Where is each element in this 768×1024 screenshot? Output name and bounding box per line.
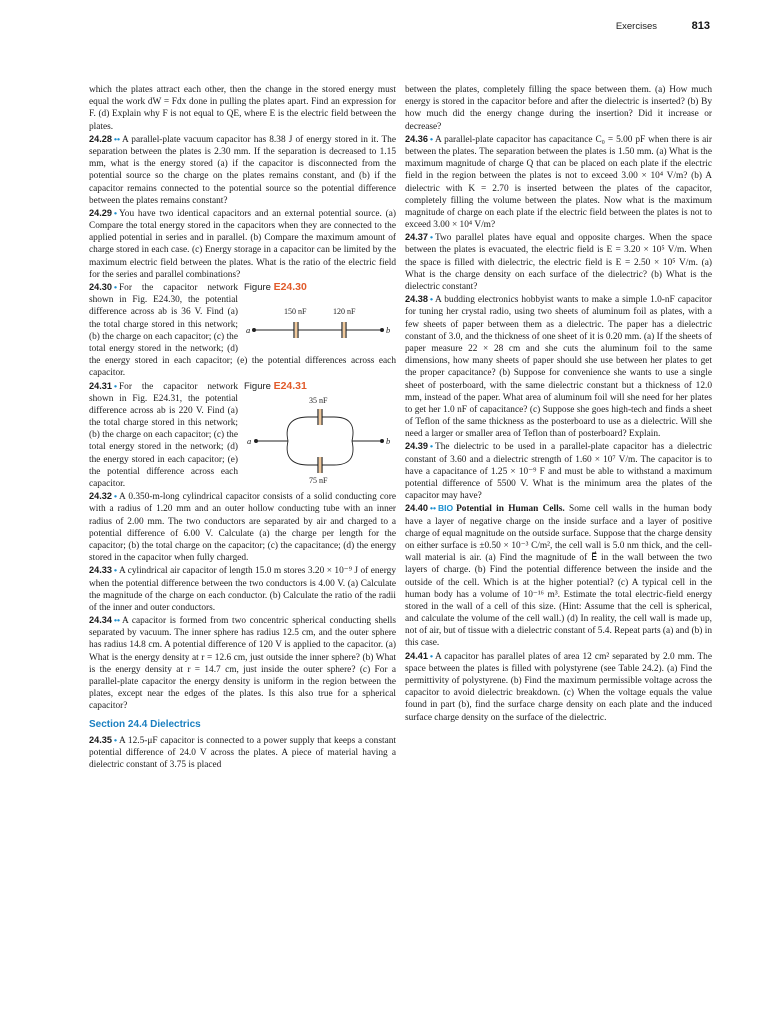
difficulty-dots: •: [430, 232, 433, 243]
problem-number: 24.40: [405, 503, 428, 514]
figure-number: E24.31: [273, 379, 307, 392]
difficulty-dots: ••: [430, 503, 436, 514]
page-number: 813: [691, 20, 710, 32]
difficulty-dots: •: [430, 441, 433, 452]
parallel-circuit-diagram: [242, 393, 396, 485]
problem-number: 24.32: [89, 491, 112, 502]
problem-text: The dielectric to be used in a parallel-plate capacitor has a dielectric constant of 3.60 and a dielectric strength of 1.60 × 10⁷ V/m. The capacitor is to have a capacitance of 1.25 × 10⁻⁹ F and must be able to withstand a maximum potential difference of 5500 V. What is the minimum area the plates of the capacitor may have?: [405, 442, 712, 502]
difficulty-dots: •: [430, 294, 433, 305]
problem-number: 24.33: [89, 565, 112, 576]
problem-24-33: [89, 564, 396, 614]
problem-text: Some cell walls in the human body have a layer of negative charge on the inside surface and a layer of positive charge of equal magnitude on the outside surface. Suppose that the charge density on either surface is ±0.50 × 10⁻³ C/m², the cell wall is 5.0 nm thick, and the cell-wall material is air. (a) Find the magnitude of E⃗ in the wall between the two layers of charge. (b) Find the potential difference between the inside and the outside of the cell. Which is at the higher potential? (c) A typical cell in the human body has a volume of 10⁻¹⁶ m³. Estimate the total electric-field energy stored in the wall of a cell of this size. (Hint: Assume that the cell is spherical, and calculate the volume of the cell wall.) (d) In reality, the cell wall is made up, not of air, but of tissue with a dielectric constant of 5.4. Repeat parts (a) and (b) in this case.: [405, 504, 713, 649]
figure-caption: [244, 281, 396, 294]
problem-24-41: [405, 650, 712, 724]
node-a-label: a: [247, 435, 252, 446]
problem-number: 24.29: [89, 207, 112, 218]
problem-number: 24.39: [405, 441, 428, 452]
problem-text: A 0.350-m-long cylindrical capacitor consists of a solid conducting core with a radius of 1.20 mm and an outer hollow conducting tube with an inner radius of 2.00 mm. The two conductors are separated by air and charged to a potential difference of 6.00 V. Calculate (a) the charge per length for the capacitor; (b) the total charge on the capacitor; (c) the capacitance; (d) the energy stored in the capacitor when fully charged.: [89, 492, 396, 564]
problem-text: A budding electronics hobbyist wants to make a simple 1.0-nF capacitor for tuning her crystal radio, using two sheets of aluminum foil as plates, with a few sheets of paper between them as a dielectric. The paper has a dielectric constant of 3.0, and the thickness of one sheet of it is 0.20 mm. (a) If the sheets of paper measure 22 × 28 cm and she cuts the aluminum foil to the same dimensions, how many sheets of paper should she use between her plates to get the proper capacitance? (b) Suppose for convenience she wants to use a single sheet of posterboard, with the same dielectric constant but a thickness of 12.0 mm, instead of the paper. What area of aluminum foil will she need for her plates to get her 1.0 nF of capacitance? (c) Suppose she goes high-tech and finds a sheet of Teflon of the same thickness as the posterboard to use as a dielectric. Will she need a larger or smaller area of Teflon than of posterboard? Explain.: [405, 295, 712, 440]
problem-text: Two parallel plates have equal and opposite charges. When the space between the plates is evacuated, the electric field is E = 3.20 × 10⁵ V/m. When the space is filled with dielectric, the electric field is E = 2.50 × 10⁵ V/m. (a) What is the charge density on each surface of the dielectric? (b) What is the dielectric constant?: [405, 233, 712, 292]
figure-label: Figure: [244, 282, 271, 293]
node-b-label: b: [386, 325, 391, 336]
figure-number: E24.30: [273, 281, 307, 293]
problem-number: 24.31: [89, 380, 112, 391]
problem-number: 24.28: [89, 133, 112, 144]
series-circuit-diagram: [242, 294, 396, 350]
difficulty-dots: •: [114, 282, 117, 292]
problem-number: 24.30: [89, 282, 112, 292]
problem-text: A parallel-plate capacitor has capacitance C₀ = 5.00 pF when there is air between the plates. The separation between the plates is 1.50 mm. (a) What is the maximum magnitude of charge Q that can be placed on each plate if the electric field in the region between the plates is not to exceed 3.00 × 10⁴ V/m? (b) A dielectric with K = 2.70 is inserted between the plates of the capacitor, completely filling the volume between the plates. Now what is the maximum magnitude of charge on each plate if the electric field between the plates is not to exceed 3.00 × 10⁴ V/m?: [405, 134, 712, 231]
capacitor-label-1: 35 nF: [309, 395, 328, 405]
difficulty-dots: •: [430, 650, 433, 661]
problem-number: 24.35: [89, 734, 112, 745]
running-title: Exercises: [615, 21, 657, 32]
problem-24-29: [89, 207, 396, 281]
section-heading: Section 24.4 Dielectrics: [89, 718, 201, 730]
problem-number: 24.41: [405, 650, 428, 661]
problem-24-37: [405, 231, 712, 293]
problem-number: 24.36: [405, 133, 428, 144]
difficulty-dots: ••: [114, 615, 120, 626]
difficulty-dots: •: [114, 207, 117, 218]
difficulty-dots: •: [114, 491, 117, 502]
figure-e24-30: [242, 281, 396, 353]
figure-caption: [244, 380, 396, 393]
problem-24-38: [405, 293, 712, 440]
problem-24-36: [405, 133, 712, 232]
problem-text: A 12.5-μF capacitor is connected to a power supply that keeps a constant potential difference of 24.0 V across the plates. A piece of material having a dielectric constant of 3.75 is placed: [89, 735, 396, 771]
problem-number: 24.34: [89, 615, 112, 626]
right-column: [405, 84, 712, 724]
problem-text: A cylindrical air capacitor of length 15.0 m stores 3.20 × 10⁻⁹ J of energy when the potential difference between the two conductors is 4.00 V. (a) Calculate the magnitude of the charge on each conductor. (b) Calculate the ratio of the radii of the inner and outer conductors.: [89, 566, 396, 613]
problem-text: For the capacitor network shown in Fig. E24.30, the potential difference across ab is 36 V. Find (a) the total charge stored in this network; (b) the charge on each capacitor; (c) the total energy stored in the network; (d) the energy stored in each capacitor; (e) the potential differences across each capacitor.: [89, 283, 396, 379]
difficulty-dots: •: [114, 380, 117, 391]
left-column: [89, 84, 396, 771]
figure-e24-31: [242, 379, 396, 485]
difficulty-dots: •: [114, 565, 117, 576]
problem-number: 24.38: [405, 294, 428, 305]
difficulty-dots: •: [430, 133, 433, 144]
capacitor-label-1: 150 nF: [284, 307, 307, 317]
problem-24-35: [89, 734, 396, 772]
problem-24-40: [405, 502, 712, 649]
continued-text: which the plates attract each other, then the change in the stored energy must equal the work dW = Fdx done in pulling the plates apart. Find an expression for F. (d) Explain why F is not equal to QE, where E is the electric field between the plates.: [89, 85, 396, 132]
capacitor-label-2: 75 nF: [309, 475, 328, 485]
problem-text: You have two identical capacitors and an external potential source. (a) Compare the total energy stored in the capacitors when they are connected to the applied potential in series and in parallel. (b) Compare the maximum amount of charge stored in each case. (c) Energy storage in a capacitor can be limited by the maximum electric field between the plates. What is the ratio of the electric field for the series and parallel combinations?: [89, 208, 396, 280]
continued-text: between the plates, completely filling the space between them. (a) How much energy is stored in the capacitor before and after the dielectric is inserted? (b) By how much did the energy change during the insertion? Did it increase or decrease?: [405, 85, 712, 132]
page-header: [0, 20, 710, 34]
problem-number: 24.37: [405, 232, 428, 243]
difficulty-dots: •: [114, 734, 117, 745]
capacitor-label-2: 120 nF: [333, 307, 356, 317]
node-a-label: a: [246, 325, 251, 336]
problem-text: A capacitor has parallel plates of area 12 cm² separated by 2.0 mm. The space between the plates is filled with polystyrene (see Table 24.2). (a) Find the permittivity of polystyrene. (b) Find the maximum permissible voltage across the capacitor to avoid dielectric breakdown. (c) When the voltage equals the value found in part (b), find the surface charge density on each plate and the induced surface charge density on the surface of the dielectric.: [405, 651, 712, 723]
problem-text: For the capacitor network shown in Fig. E24.31, the potential difference across ab is 220 V. Find (a) the total charge stored in this network; (b) the charge on each capacitor; (c) the total energy stored in the network; (d) the energy stored in each capacitor; (e) the potential difference across each capacitor.: [89, 381, 238, 489]
problem-text: A parallel-plate vacuum capacitor has 8.38 J of energy stored in it. The separation between the plates is 2.30 mm. If the separation is decreased to 1.15 mm, what is the energy stored (a) if the capacitor is disconnected from the potential source so the charge on the plates remains constant, and (b) if the capacitor remains connected to the potential source so the potential difference between the plates remains constant?: [89, 134, 396, 206]
problem-24-28: [89, 133, 396, 207]
figure-label: Figure: [244, 380, 271, 392]
problem-24-32: [89, 490, 396, 564]
problem-24-39: [405, 440, 712, 502]
difficulty-dots: ••: [114, 133, 120, 144]
problem-text: A capacitor is formed from two concentric spherical conducting shells separated by vacuum. The inner sphere has radius 12.5 cm, and the outer sphere has radius 14.8 cm. A potential difference of 120 V is applied to the capacitor. (a) What is the energy density at r = 12.6 cm, just outside the inner sphere? (b) What is the energy density at r = 14.7 cm, just inside the outer sphere? (c) For a parallel-plate capacitor the energy density is uniform in the region between the plates, except near the edges of the plates. Is this also true for a spherical capacitor?: [89, 616, 396, 712]
problem-title: Potential in Human Cells.: [456, 504, 565, 515]
problem-24-34: [89, 614, 396, 713]
node-b-label: b: [386, 435, 391, 446]
bio-tag: BIO: [437, 503, 454, 514]
